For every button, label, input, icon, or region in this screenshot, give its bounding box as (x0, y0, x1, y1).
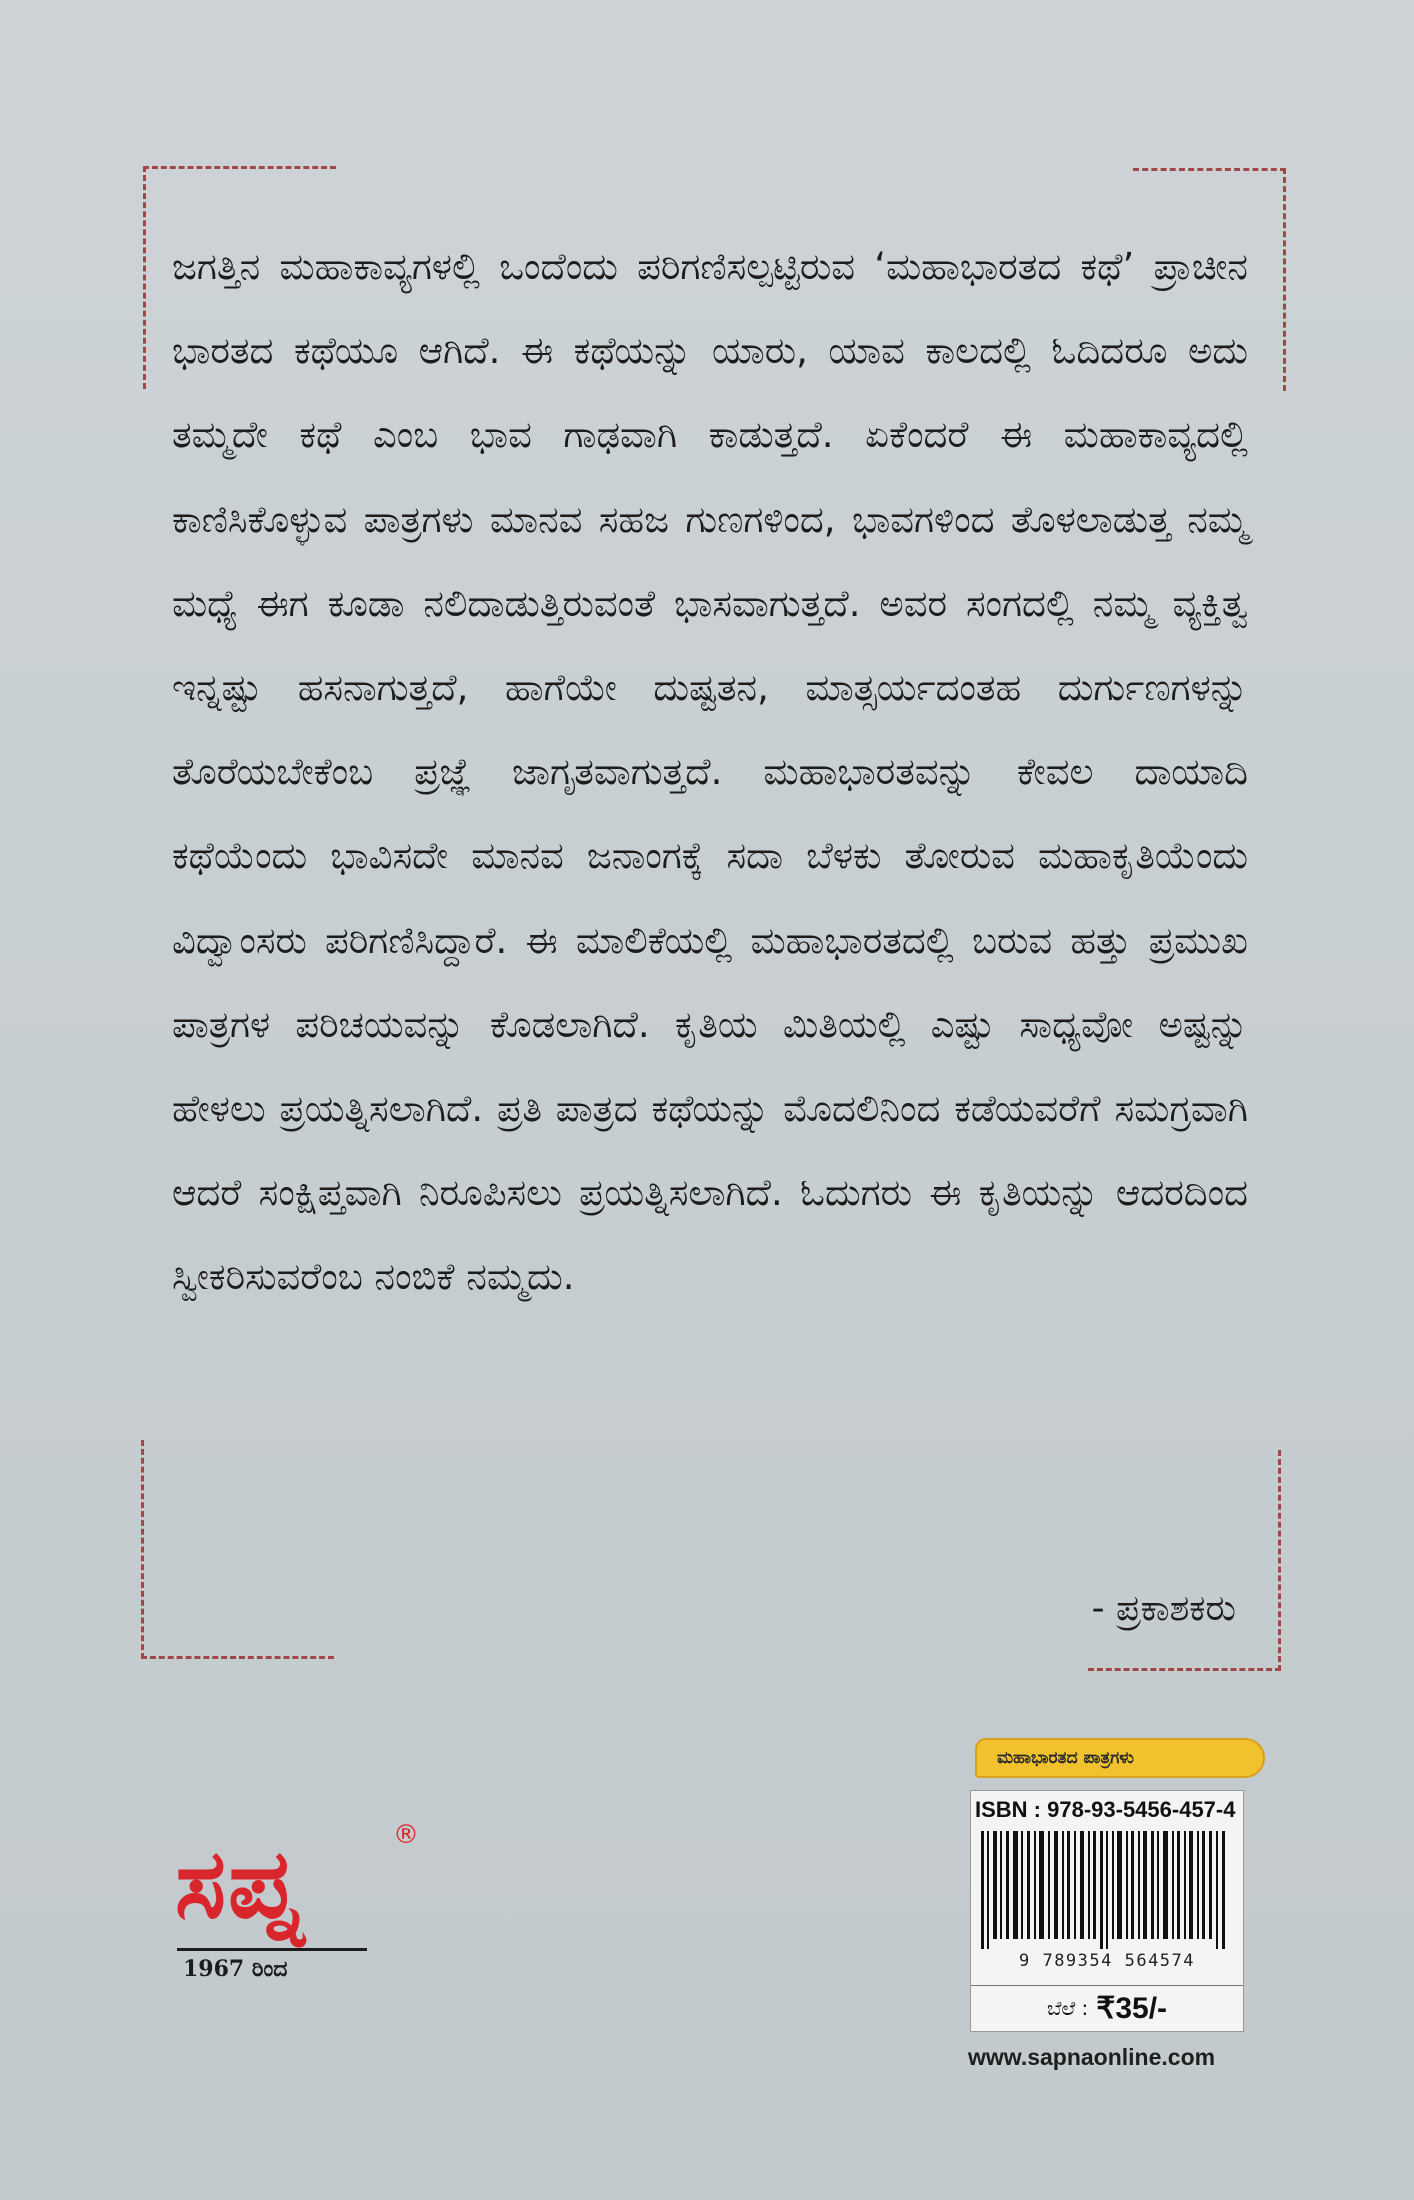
logo-since-text: 1967 ರಿಂದ (183, 1956, 288, 1982)
isbn-text: ISBN : 978-93-5456-457-4 (975, 1797, 1236, 1822)
barcode-digits: 9 789354 564574 (1018, 1951, 1196, 1971)
logo-divider (177, 1948, 367, 1951)
corner-bracket-bottom-right (1088, 1450, 1281, 1671)
barcode-panel (970, 1790, 1244, 2032)
logo-wordmark: ಸಪ್ನ (175, 1828, 305, 1940)
price-value: ₹35/- (1096, 1991, 1168, 2025)
price-row (971, 1985, 1243, 2030)
publisher-logo (175, 1820, 425, 2000)
price-label: ಬೆಲೆ : (1046, 1996, 1089, 2020)
barcode-icon (979, 1831, 1235, 1949)
series-tag: ಮಹಾಭಾರತದ ಪಾತ್ರಗಳು (975, 1738, 1265, 1778)
website-url: www.sapnaonline.com (968, 2044, 1216, 2070)
registered-mark: ® (393, 1820, 419, 1850)
publisher-signature: - ಪ್ರಕಾಶಕರು (1091, 1588, 1236, 1629)
blurb-text: ಜಗತ್ತಿನ ಮಹಾಕಾವ್ಯಗಳಲ್ಲಿ ಒಂದೆಂದು ಪರಿಗಣಿಸಲ್ಪಟ್ಟಿರುವ ‘ಮಹಾಭಾರತದ ಕಥೆ’ ಪ್ರಾಚೀನ ಭಾರತದ ಕಥೆಯೂ ಆಗಿದೆ. ಈ ಕಥೆಯನ್ನು ಯಾರು, ಯಾವ ಕಾಲದಲ್ಲಿ ಓದಿದರೂ ಅದು ತಮ್ಮದೇ ಕಥೆ ಎಂಬ ಭಾವ ಗಾಢವಾಗಿ ಕಾಡುತ್ತದೆ. ಏಕೆಂದರೆ ಈ ಮಹಾಕಾವ್ಯದಲ್ಲಿ ಕಾಣಿಸಿಕೊಳ್ಳುವ ಪಾತ್ರಗಳು ಮಾನವ ಸಹಜ ಗುಣಗಳಿಂದ, ಭಾವಗಳಿಂದ ತೊಳಲಾಡುತ್ತ ನಮ್ಮ ಮಧ್ಯೆ ಈಗ ಕೂಡಾ ನಲಿದಾಡುತ್ತಿರುವಂತೆ ಭಾಸವಾಗುತ್ತದೆ. ಅವರ ಸಂಗದಲ್ಲಿ ನಮ್ಮ ವ್ಯಕ್ತಿತ್ವ ಇನ್ನಷ್ಟು ಹಸನಾಗುತ್ತದೆ, ಹಾಗೆಯೇ ದುಷ್ಟತನ, ಮಾತ್ಸರ್ಯದಂತಹ ದುರ್ಗುಣಗಳನ್ನು ತೊರೆಯಬೇಕೆಂಬ ಪ್ರಜ್ಞೆ ಜಾಗೃತವಾಗುತ್ತದೆ. ಮಹಾಭಾರತವನ್ನು ಕೇವಲ ದಾಯಾದಿ ಕಥೆಯೆಂದು ಭಾವಿಸದೇ ಮಾನವ ಜನಾಂಗಕ್ಕೆ ಸದಾ ಬೆಳಕು ತೋರುವ ಮಹಾಕೃತಿಯೆಂದು ವಿದ್ವಾಂಸರು ಪರಿಗಣಿಸಿದ್ದಾರೆ. ಈ ಮಾಲಿಕೆಯಲ್ಲಿ ಮಹಾಭಾರತದಲ್ಲಿ ಬರುವ ಹತ್ತು ಪ್ರಮುಖ ಪಾತ್ರಗಳ ಪರಿಚಯವನ್ನು ಕೊಡಲಾಗಿದೆ. ಕೃತಿಯ ಮಿತಿಯಲ್ಲಿ ಎಷ್ಟು ಸಾಧ್ಯವೋ ಅಷ್ಟನ್ನು ಹೇಳಲು ಪ್ರಯತ್ನಿಸಲಾಗಿದೆ. ಪ್ರತಿ ಪಾತ್ರದ ಕಥೆಯನ್ನು ಮೊದಲಿನಿಂದ ಕಡೆಯವರೆಗೆ ಸಮಗ್ರವಾಗಿ ಆದರೆ ಸಂಕ್ಷಿಪ್ತವಾಗಿ ನಿರೂಪಿಸಲು ಪ್ರಯತ್ನಿಸಲಾಗಿದೆ. ಓದುಗರು ಈ ಕೃತಿಯನ್ನು ಆದರದಿಂದ ಸ್ವೀಕರಿಸುವರೆಂಬ ನಂಬಿಕೆ ನಮ್ಮದು. (172, 245, 1248, 1299)
corner-bracket-bottom-left (141, 1440, 334, 1659)
